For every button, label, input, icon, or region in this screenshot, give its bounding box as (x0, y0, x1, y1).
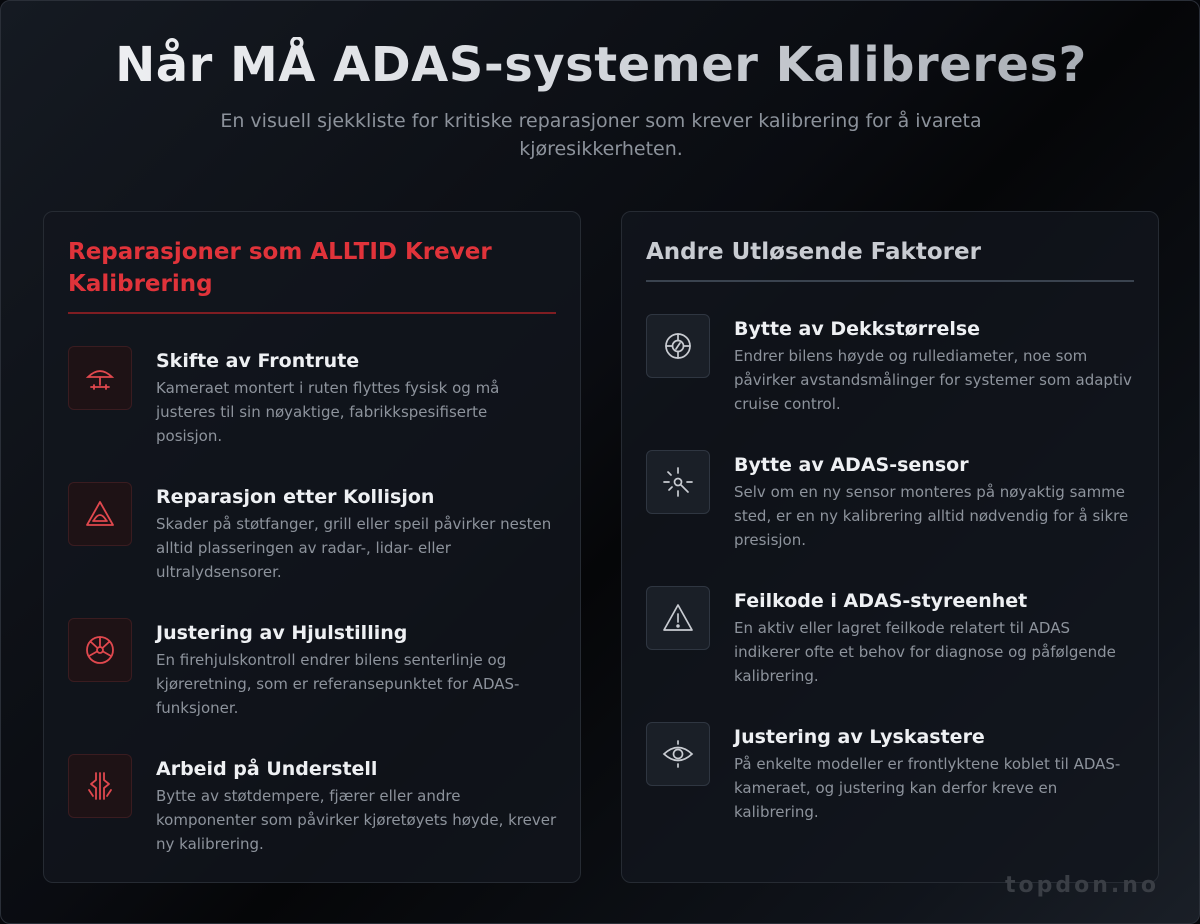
suspension-icon (68, 754, 132, 818)
page-title: Når MÅ ADAS-systemer Kalibreres? (1, 37, 1200, 93)
item-description: Skader på støtfanger, grill eller speil påvirker nesten alltid plasseringen av radar-, lidar- eller ultralydsensorer. (156, 515, 552, 581)
card-divider (646, 280, 1134, 282)
wheel-icon (68, 618, 132, 682)
item-title: Bytte av Dekkstørrelse (734, 318, 981, 340)
always-calibrate-title: Reparasjoner som ALLTID Krever Kalibrering (68, 239, 492, 297)
item-description: På enkelte modeller er frontlyktene koblet til ADAS-kameraet, og justering kan derfor kreve en kalibrering. (734, 755, 1121, 821)
warning-icon (646, 586, 710, 650)
item-title: Skifte av Frontrute (156, 350, 360, 372)
page-subtitle: En visuell sjekkliste for kritiske reparasjoner som krever kalibrering for å ivareta kjøresikkerheten. (220, 110, 982, 160)
item-title: Bytte av ADAS-sensor (734, 454, 969, 476)
always-calibrate-card (43, 211, 581, 883)
item-title: Reparasjon etter Kollisjon (156, 486, 435, 508)
eye-icon (646, 722, 710, 786)
item-title: Justering av Hjulstilling (156, 622, 408, 644)
item-title: Feilkode i ADAS-styreenhet (734, 590, 1028, 612)
item-description: Endrer bilens høyde og rullediameter, noe som påvirker avstandsmålinger for systemer som adaptiv cruise control. (734, 347, 1132, 413)
warning-triangle-icon (68, 482, 132, 546)
item-description: En aktiv eller lagret feilkode relatert til ADAS indikerer ofte et behov for diagnose og påfølgende kalibrering. (734, 619, 1116, 685)
watermark: topdon.no (1005, 873, 1160, 898)
item-description: Selv om en ny sensor monteres på nøyaktig samme sted, er en ny kalibrering alltid nødvendig for å sikre presisjon. (734, 483, 1129, 549)
item-description: Bytte av støtdempere, fjærer eller andre komponenter som påvirker kjøretøyets høyde, krever ny kalibrering. (156, 787, 557, 853)
other-triggers-title: Andre Utløsende Faktorer (646, 239, 981, 265)
sensor-icon (646, 450, 710, 514)
item-description: Kameraet montert i ruten flyttes fysisk og må justeres til sin nøyaktige, fabrikkspesifiserte posisjon. (156, 379, 500, 445)
tire-size-icon (646, 314, 710, 378)
card-divider (68, 312, 556, 314)
item-title: Justering av Lyskastere (734, 726, 985, 748)
windshield-icon (68, 346, 132, 410)
item-description: En firehjulskontroll endrer bilens senterlinje og kjøreretning, som er referansepunktet for ADAS-funksjoner. (156, 651, 520, 717)
other-triggers-card (621, 211, 1159, 883)
item-title: Arbeid på Understell (156, 758, 378, 780)
